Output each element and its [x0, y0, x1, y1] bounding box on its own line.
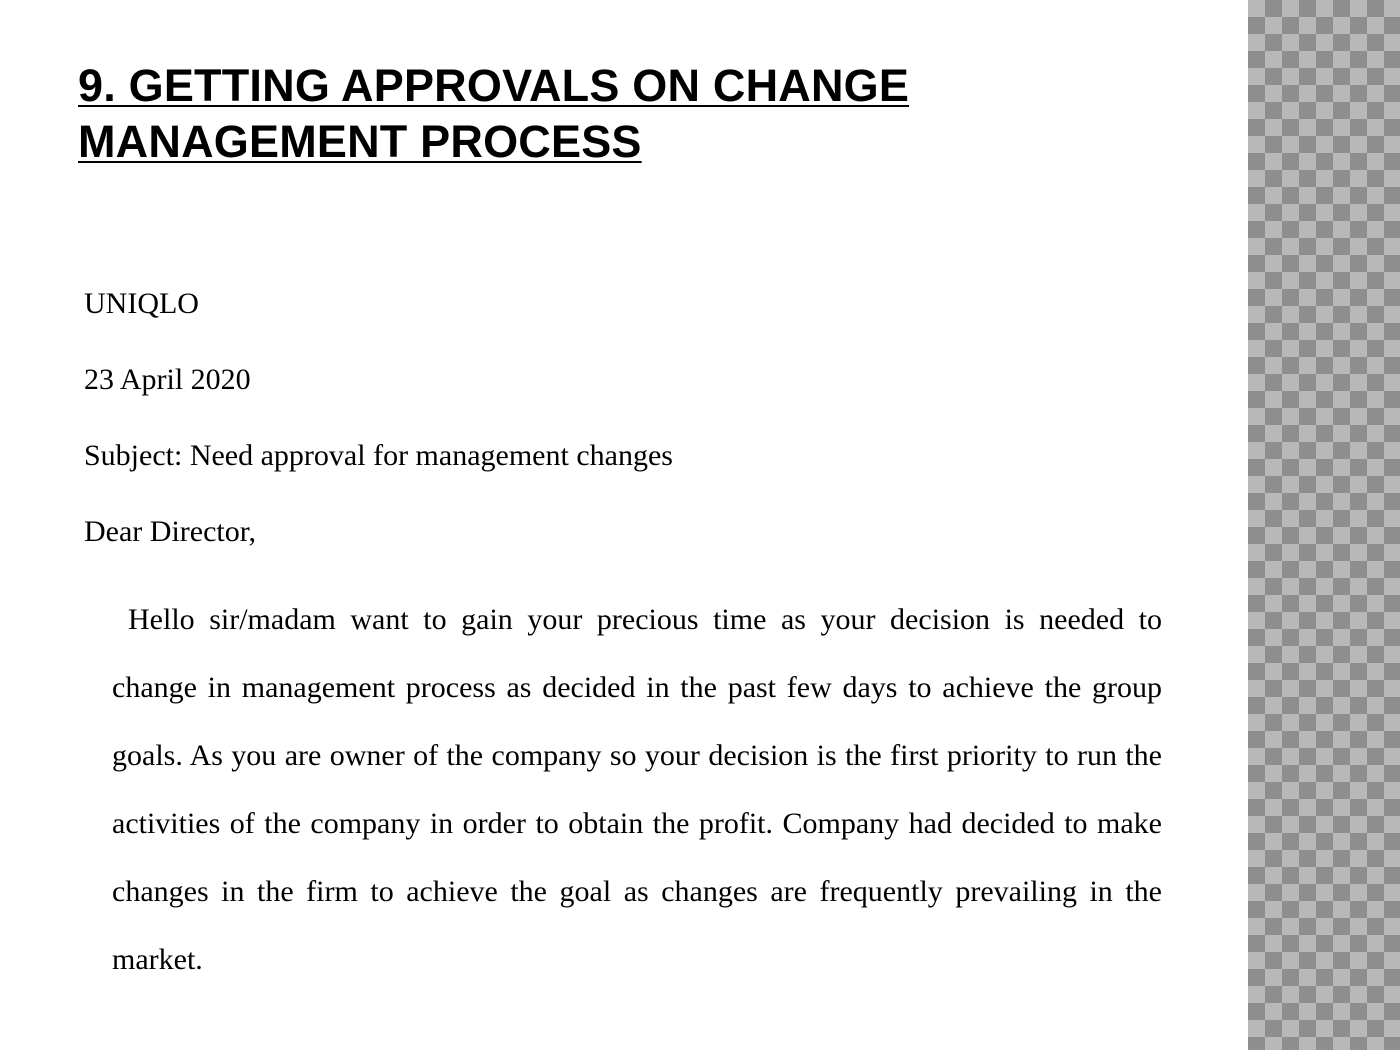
- company-name: UNIQLO: [84, 287, 199, 320]
- slide-title: 9. GETTING APPROVALS ON CHANGE MANAGEMENT PROCESS: [78, 60, 910, 167]
- decorative-side-band: [1248, 0, 1400, 1050]
- letter-body: Hello sir/madam want to gain your precious time as your decision is needed to change in management process as decided in the past few days to achieve the group goals. As you are owner of the company so your decision is the first priority to run the activities of the company in order to obtain the profit. Company had decided to make changes in the firm to achieve the goal as changes are frequently prevailing in the market.: [112, 603, 1162, 976]
- letter-date: 23 April 2020: [84, 363, 251, 396]
- letter-subject: Subject: Need approval for management changes: [84, 439, 673, 472]
- letter-salutation: Dear Director,: [84, 515, 257, 548]
